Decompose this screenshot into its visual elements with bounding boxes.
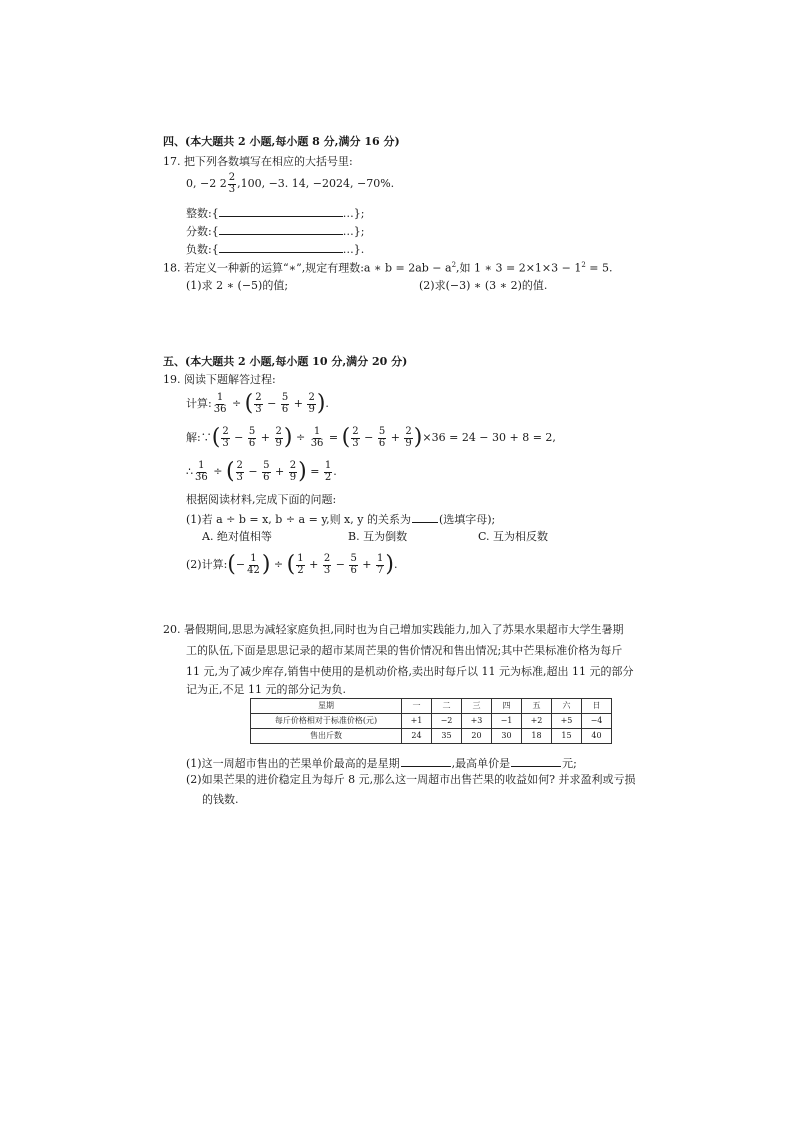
row-label-cell: 每斤价格相对于标准价格(元) [251,714,402,729]
denominator: 3 [228,183,236,195]
negative-label: 负数:{ [186,243,219,256]
fraction [262,461,270,483]
numerator: 1 [324,460,332,471]
fraction [307,393,315,415]
price-cell: −1 [492,714,522,729]
numerator: 5 [378,426,386,437]
denominator: 3 [236,471,243,483]
numerator: 2 [275,426,282,437]
price-cell: +2 [522,714,552,729]
negative-answer-blank[interactable] [219,242,343,253]
numerator: 1 [216,392,224,403]
numerator: 2 [405,426,412,437]
q19-part1-text-end: (选填字母); [438,513,496,526]
q19-calc-line: 计算: $\frac{1}{36}$ ÷ ( $\frac{2}{3}$ − $\frac{5}{6}$ + $\frac{2}{9}$ ). [186,391,329,416]
option-c: C. 互为相反数 [478,530,549,543]
fraction [236,461,244,483]
numerator: 5 [263,460,270,471]
q19-part2-label: (2)计算: [186,558,228,571]
denominator: 36 [213,403,227,415]
fraction-label: 分数:{ [186,225,219,238]
quantity-cell: 30 [492,729,522,744]
q19-part1-answer-blank[interactable] [412,512,438,523]
q19-part1 [186,512,495,525]
denominator: 6 [281,403,289,415]
numerator: 2 [236,460,243,471]
ellipsis: … [342,207,354,220]
denominator: 6 [350,564,357,576]
numerator: 2 [308,392,315,403]
price-cell: −2 [432,714,462,729]
numerator: 2 [255,392,262,403]
q19-therefore-line: ∴ $\frac{1}{36}$ ÷ ( $\frac{2}{3}$ − $\frac{5}{6}$ + $\frac{2}{9}$ ) = $\frac{1}{2}$ . [186,459,337,484]
q17-mixed-whole: 2 [219,177,227,190]
denominator: 9 [405,437,412,449]
q20-part1-text: (1)这一周超市售出的芒果单价最高的是星期 [186,757,400,770]
q17-numbers-prefix: 0, −2 [186,177,217,190]
day-cell: 日 [582,699,612,714]
section4-header: 四、(本大题共 2 小题,每小题 8 分,满分 16 分) [163,135,400,148]
ellipsis: … [342,243,354,256]
denominator: 6 [248,437,256,449]
q18-part2: (2)求(−3) ∗ (3 ∗ 2)的值. [419,279,548,292]
q17-fraction-set [186,224,364,237]
q17-stem: 17. 把下列各数填写在相应的大括号里: [163,155,353,168]
day-cell: 六 [552,699,582,714]
table-header-row [251,699,612,714]
numerator: 2 [228,172,236,183]
fraction [246,554,261,576]
numerator: 1 [377,553,384,564]
mango-sales-table [250,698,612,744]
denominator: 36 [195,471,208,483]
q17-numbers-rest: ,100, −3. 14, −2024, −70%. [237,177,395,190]
numerator: 1 [198,460,205,471]
q18-part1: (1)求 2 ∗ (−5)的值; [186,279,289,292]
q19-solution-line: 解:∵( $\frac{2}{3}$ − $\frac{5}{6}$ + $\frac{2}{9}$ ) ÷ $\frac{1}{36}$ = ( $\frac{2}{3}$ − $\frac{5}{6}$ + $\frac{2}{9}$ )×36 = 24 − 30 + 8 = 2, [186,425,556,450]
day-cell: 二 [432,699,462,714]
price-cell: +3 [462,714,492,729]
fraction [221,427,229,449]
option-a: A. 绝对值相等 [202,530,272,543]
header-label-cell: 星期 [251,699,402,714]
quantity-cell: 35 [432,729,462,744]
denominator: 7 [377,564,384,576]
numerator: 5 [281,392,289,403]
day-cell: 一 [402,699,432,714]
q20-part1-text-end: 元; [562,757,577,770]
fraction [378,427,386,449]
q20-part2-line1: (2)如果芒果的进价稳定且为每斤 8 元,那么这一周超市出售芒果的收益如何? 并求盈利或亏损 [186,773,636,786]
fraction [289,461,297,483]
q20-line1: 20. 暑假期间,思思为减轻家庭负担,同时也为自己增加实践能力,加入了苏果水果超市大学生暑期 [163,623,624,636]
fraction [376,554,384,576]
numerator: 1 [297,553,304,564]
fraction [296,554,304,576]
option-b: B. 互为倒数 [348,530,408,543]
superscript: 2 [451,261,457,269]
therefore-symbol: ∴ [186,465,193,478]
price-answer-blank[interactable] [511,756,561,767]
fraction [194,461,209,483]
quantity-cell: 20 [462,729,492,744]
fraction [310,427,325,449]
quantity-cell: 15 [552,729,582,744]
fraction [275,427,283,449]
denominator: 9 [308,403,315,415]
price-cell: −4 [582,714,612,729]
solution-label: 解:∵ [186,431,212,444]
table-row [251,714,612,729]
denominator: 9 [275,437,282,449]
integer-answer-blank[interactable] [219,206,343,217]
denominator: 6 [263,471,270,483]
solution-result: ×36 = 24 − 30 + 8 = 2, [422,431,556,444]
section5-header: 五、(本大题共 2 小题,每小题 10 分,满分 20 分) [163,355,408,368]
day-cell: 五 [522,699,552,714]
denominator: 36 [310,437,324,449]
denominator: 2 [297,564,304,576]
price-cell: +1 [402,714,432,729]
denominator: 3 [222,437,229,449]
superscript: 2 [581,261,586,269]
numerator: 2 [352,426,359,437]
fraction [213,393,228,415]
fraction [323,554,331,576]
brace-close: }; [353,225,365,238]
numerator: 1 [313,426,321,437]
brace-close: }; [353,207,365,220]
quantity-cell: 40 [582,729,612,744]
numerator: 2 [222,426,229,437]
denominator: 2 [324,471,332,483]
q18-stem-a: 18. 若定义一种新的运算“∗”,规定有理数:a ∗ b = 2ab − a [163,261,452,275]
q19-read-material: 根据阅读材料,完成下面的问题: [186,493,337,506]
table-row [251,729,612,744]
ellipsis: … [342,225,354,238]
calc-label: 计算: [186,397,212,410]
q19-part1-text: (1)若 a ÷ b = x, b ÷ a = y,则 x, y 的关系为 [186,513,411,526]
denominator: 3 [255,403,262,415]
q18-stem-b: ,如 1 ∗ 3 = 2×1×3 − 1 [456,261,582,275]
fraction [248,427,256,449]
quantity-cell: 24 [402,729,432,744]
fraction [351,427,359,449]
q19-part2: (2)计算:(− $\frac{1}{42}$ ) ÷ ( $\frac{1}{2}$ + $\frac{2}{3}$ − $\frac{5}{6}$ + $\frac{1}{7}$ ). [186,552,398,577]
fraction [324,461,332,483]
denominator: 42 [247,564,260,576]
q18-stem [163,262,613,274]
quantity-cell: 18 [522,729,552,744]
q20-line4: 记为正,不足 11 元的部分记为负. [186,683,346,696]
q20-line3: 11 元,为了减少库存,销售中使用的是机动价格,卖出时每斤以 11 元为标准,超出 11 元的部分 [186,665,634,678]
fraction [404,427,412,449]
denominator: 9 [289,471,297,483]
q20-part1-text-mid: ,最高单价是 [451,757,511,770]
brace-close: }. [353,243,365,256]
q20-part2-line2: 的钱数. [202,793,239,806]
q20-part1 [186,756,577,769]
fraction-answer-blank[interactable] [219,224,343,235]
denominator: 3 [323,564,331,576]
q20-line2: 工的队伍,下面是思思记录的超市某周芒果的售价情况和售出情况;其中芒果标准价格为每斤 [186,644,623,657]
q19-stem: 19. 阅读下题解答过程: [163,373,276,386]
fraction [254,393,262,415]
denominator: 3 [352,437,359,449]
weekday-answer-blank[interactable] [401,756,451,767]
numerator: 5 [248,426,256,437]
numerator: 1 [250,553,257,564]
denominator: 6 [378,437,386,449]
q17-negative-set [186,242,364,255]
q17-integer-set [186,206,364,219]
numerator: 2 [323,553,331,564]
day-cell: 三 [462,699,492,714]
fraction [349,554,357,576]
q17-fraction [228,173,236,195]
q18-stem-c: = 5. [585,261,613,275]
fraction [281,393,289,415]
day-cell: 四 [492,699,522,714]
price-cell: +5 [552,714,582,729]
integer-label: 整数:{ [186,207,219,220]
numerator: 2 [289,460,297,471]
row-label-cell: 售出斤数 [251,729,402,744]
numerator: 5 [350,553,357,564]
q17-numbers [186,173,394,195]
